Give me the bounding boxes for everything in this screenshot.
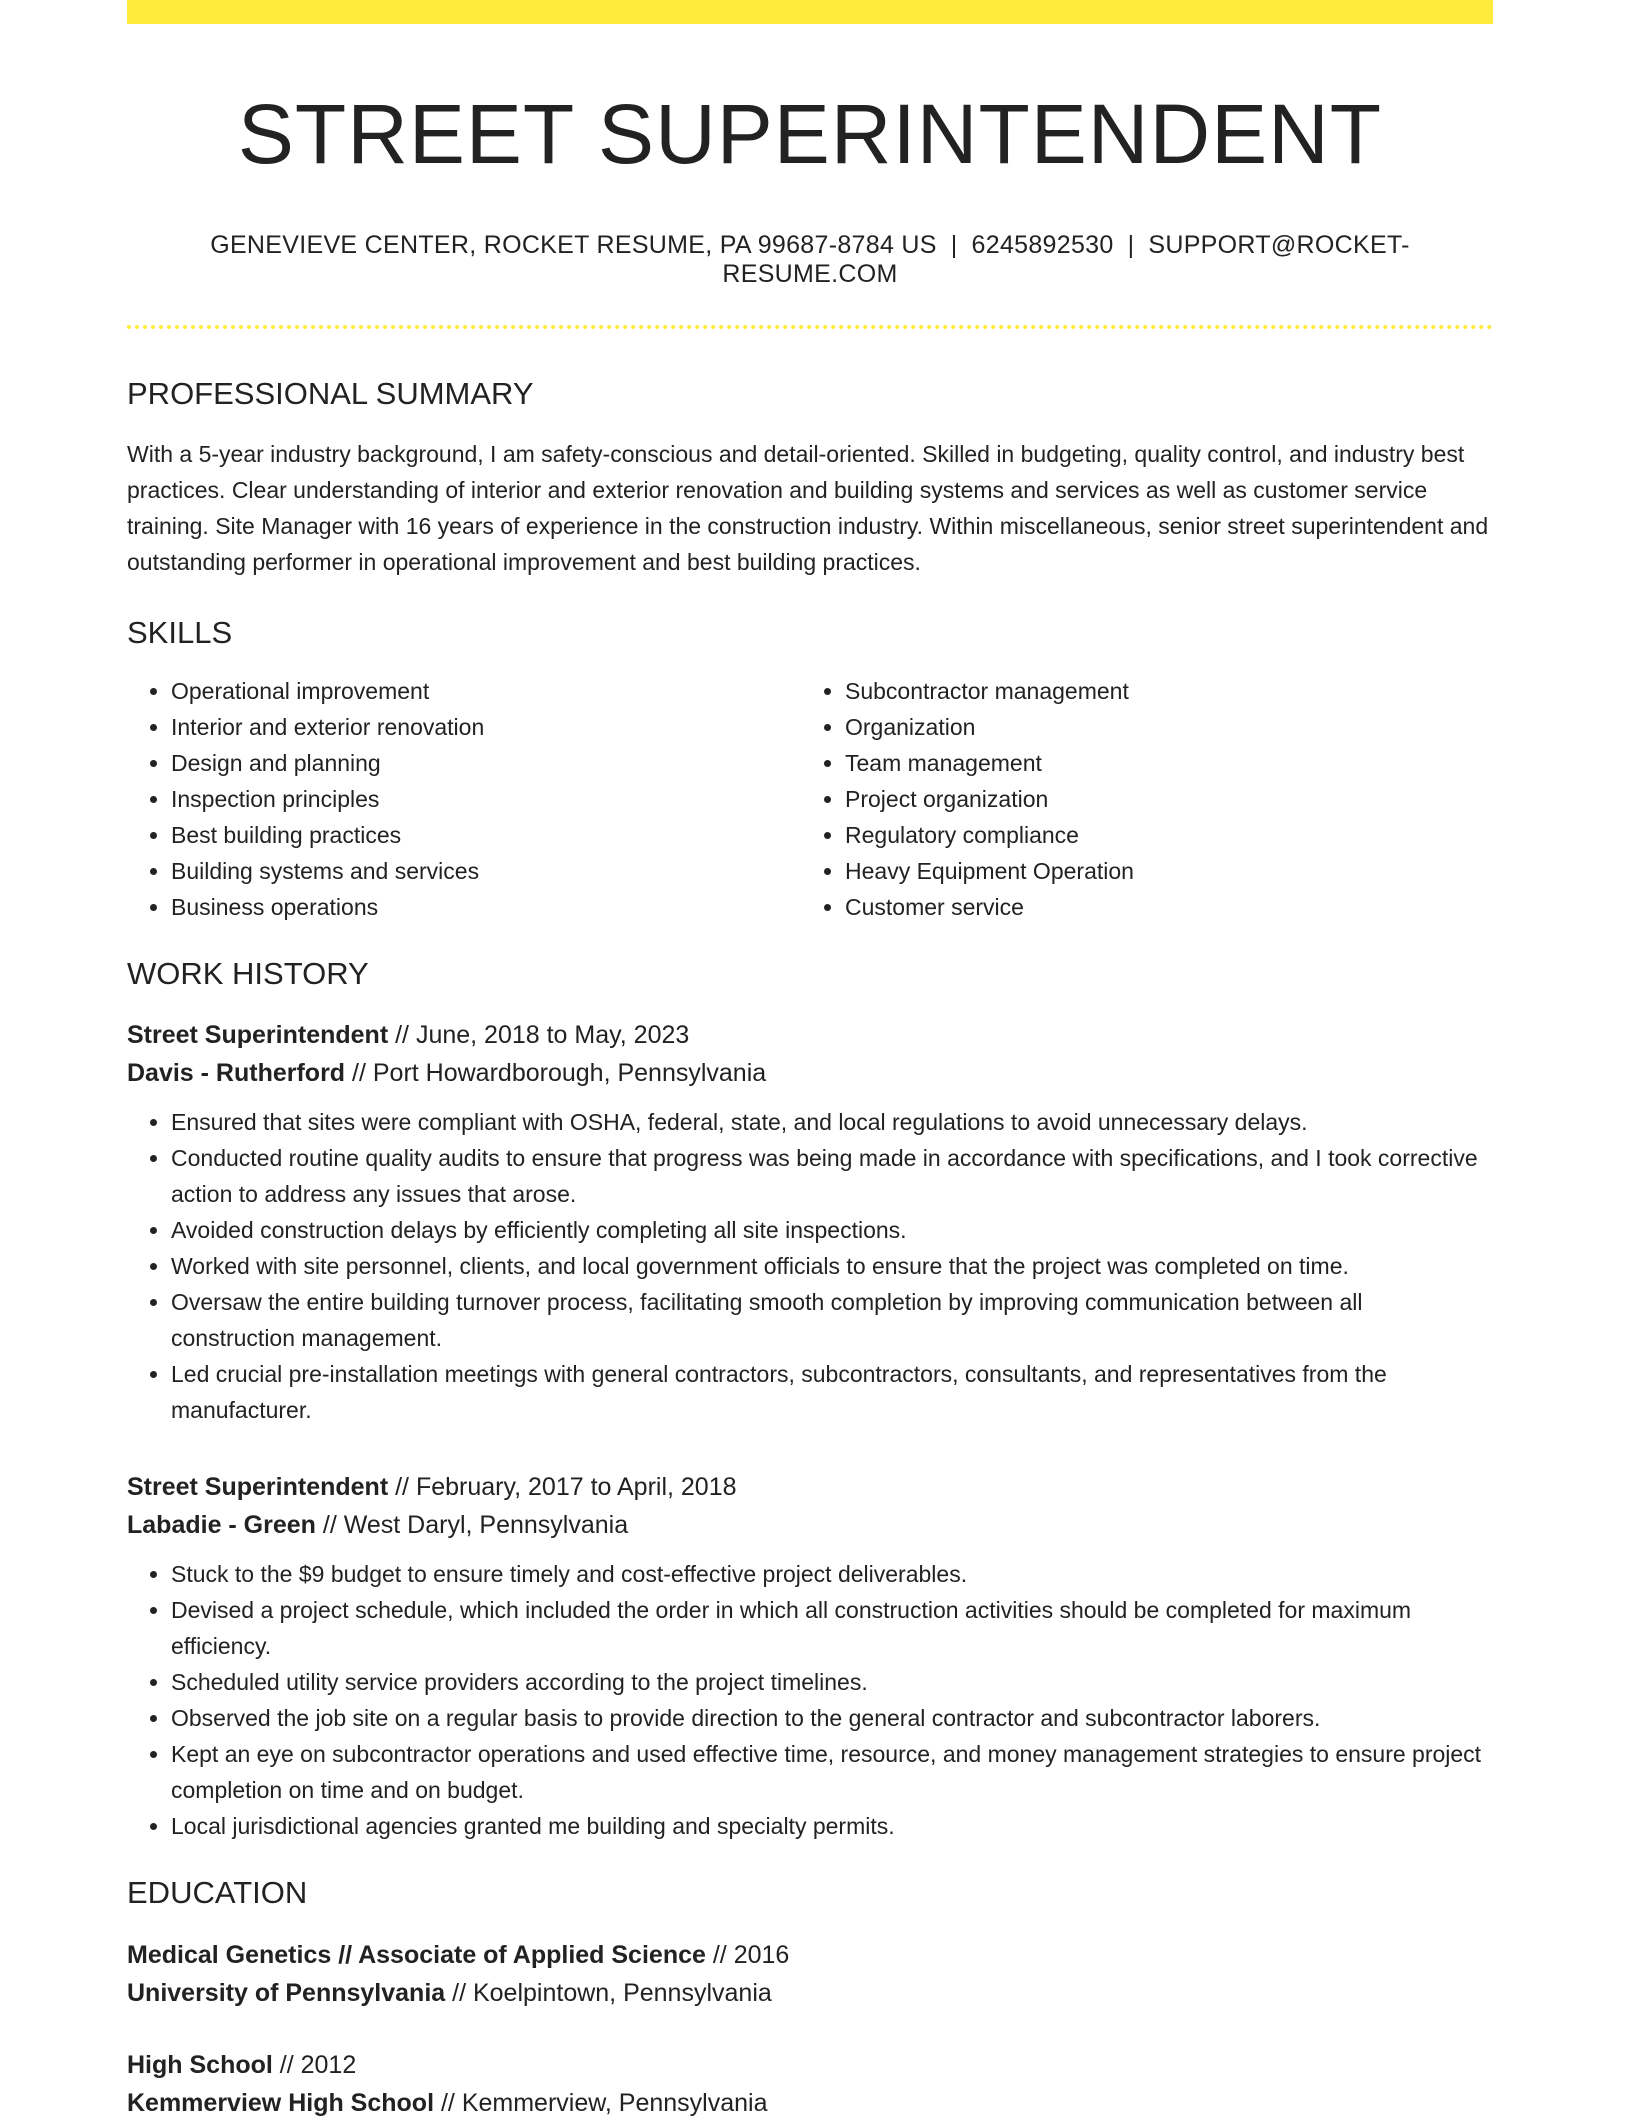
education-school-line xyxy=(127,2084,1493,2122)
education-degree: Medical Genetics // Associate of Applied Science xyxy=(127,1940,706,1969)
summary-text: With a 5-year industry background, I am safety-conscious and detail-oriented. Skilled in budgeting, quality control, and industry best practices. Clear understanding of interior and exterior renovation and building systems and services as well as customer service training. Site Manager with 16 years of experience in the construction industry. Within miscellaneous, senior street superintendent and outstanding performer in operational improvement and best building practices. xyxy=(127,440,1489,575)
skill-item: • Regulatory compliance xyxy=(845,817,1475,853)
skill-item: • Best building practices xyxy=(171,817,801,853)
job-dates: // February, 2017 to April, 2018 xyxy=(388,1473,737,1502)
skill-item: • Building systems and services xyxy=(171,853,801,889)
job-bullet: • Worked with site personnel, clients, and local government officials to ensure that the project was completed on time. xyxy=(171,1248,1493,1284)
education-year: // 2016 xyxy=(705,1940,790,1969)
skill-item: • Operational improvement xyxy=(171,673,801,709)
education-school: University of Pennsylvania xyxy=(127,1978,446,2007)
education-degree-line xyxy=(127,2046,1493,2084)
education-degree-line xyxy=(127,1936,1493,1974)
skill-item: • Organization xyxy=(845,709,1475,745)
work-history-heading: WORK HISTORY xyxy=(127,956,369,992)
education-entry xyxy=(127,2046,1493,2122)
job-bullet: • Observed the job site on a regular basis to provide direction to the general contractor and subcontractor laborers. xyxy=(171,1700,1493,1736)
education-school-line xyxy=(127,1974,1493,2012)
job-company-line xyxy=(127,1054,1493,1092)
job-title: Street Superintendent xyxy=(127,1021,389,1050)
job-bullet: • Ensured that sites were compliant with OSHA, federal, state, and local regulations to avoid unnecessary delays. xyxy=(171,1104,1493,1140)
contact-phone: 6245892530 xyxy=(971,230,1114,259)
education-location: // Koelpintown, Pennsylvania xyxy=(445,1978,772,2007)
contact-address: GENEVIEVE CENTER, ROCKET RESUME, PA 99687-8784 US xyxy=(210,230,937,259)
job-entry xyxy=(127,1016,1493,1428)
top-accent-bar xyxy=(127,0,1493,24)
job-bullet: • Devised a project schedule, which included the order in which all construction activities should be completed for maximum efficiency. xyxy=(171,1592,1493,1664)
skill-item: • Heavy Equipment Operation xyxy=(845,853,1475,889)
skills-list xyxy=(127,673,1493,925)
job-bullets xyxy=(127,1556,1493,1844)
header-divider xyxy=(127,325,1493,329)
skill-item: • Project organization xyxy=(845,781,1475,817)
job-bullet: • Kept an eye on subcontractor operations and used effective time, resource, and money management strategies to ensure project completion on time and on budget. xyxy=(171,1736,1493,1808)
contact-line xyxy=(127,231,1493,289)
job-bullet: • Stuck to the $9 budget to ensure timely and cost-effective project deliverables. xyxy=(171,1556,1493,1592)
job-dates: // June, 2018 to May, 2023 xyxy=(388,1021,690,1050)
job-company-line xyxy=(127,1506,1493,1544)
resume-name: STREET SUPERINTENDENT xyxy=(237,87,1383,181)
job-location: // West Daryl, Pennsylvania xyxy=(315,1511,629,1540)
education-location: // Kemmerview, Pennsylvania xyxy=(434,2088,768,2117)
education-entry xyxy=(127,1936,1493,2012)
skill-item: • Design and planning xyxy=(171,745,801,781)
skill-item: • Customer service xyxy=(845,889,1475,925)
skill-item: • Business operations xyxy=(171,889,801,925)
skill-item: • Team management xyxy=(845,745,1475,781)
education-degree: High School xyxy=(127,2050,273,2079)
skills-heading: SKILLS xyxy=(127,614,233,650)
education-year: // 2012 xyxy=(272,2050,357,2079)
job-company: Davis - Rutherford xyxy=(127,1059,346,1088)
job-title-line xyxy=(127,1016,1493,1054)
skill-item: • Subcontractor management xyxy=(845,673,1475,709)
job-title-line xyxy=(127,1468,1493,1506)
summary-heading: PROFESSIONAL SUMMARY xyxy=(127,375,534,411)
contact-separator: | xyxy=(950,230,958,259)
job-entry xyxy=(127,1468,1493,1844)
job-bullets xyxy=(127,1104,1493,1428)
job-location: // Port Howardborough, Pennsylvania xyxy=(345,1059,767,1088)
skill-item: • Interior and exterior renovation xyxy=(171,709,801,745)
skills-column-right xyxy=(801,673,1475,925)
skills-column-left xyxy=(127,673,801,925)
job-bullet: • Avoided construction delays by efficiently completing all site inspections. xyxy=(171,1212,1493,1248)
job-title: Street Superintendent xyxy=(127,1473,389,1502)
education-school: Kemmerview High School xyxy=(127,2088,435,2117)
job-bullet: • Local jurisdictional agencies granted me building and specialty permits. xyxy=(171,1808,1493,1844)
job-bullet: • Conducted routine quality audits to ensure that progress was being made in accordance with specifications, and I took corrective action to address any issues that arose. xyxy=(171,1140,1493,1212)
contact-separator: | xyxy=(1127,230,1135,259)
resume-page xyxy=(127,0,1493,2122)
job-bullet: • Led crucial pre-installation meetings with general contractors, subcontractors, consultants, and representatives from the manufacturer. xyxy=(171,1356,1493,1428)
job-company: Labadie - Green xyxy=(127,1511,316,1540)
job-bullet: • Oversaw the entire building turnover process, facilitating smooth completion by improving communication between all construction management. xyxy=(171,1284,1493,1356)
job-bullet: • Scheduled utility service providers according to the project timelines. xyxy=(171,1664,1493,1700)
education-heading: EDUCATION xyxy=(127,1875,308,1911)
skill-item: • Inspection principles xyxy=(171,781,801,817)
contact-email: SUPPORT@ROCKET-RESUME.COM xyxy=(722,230,1410,288)
